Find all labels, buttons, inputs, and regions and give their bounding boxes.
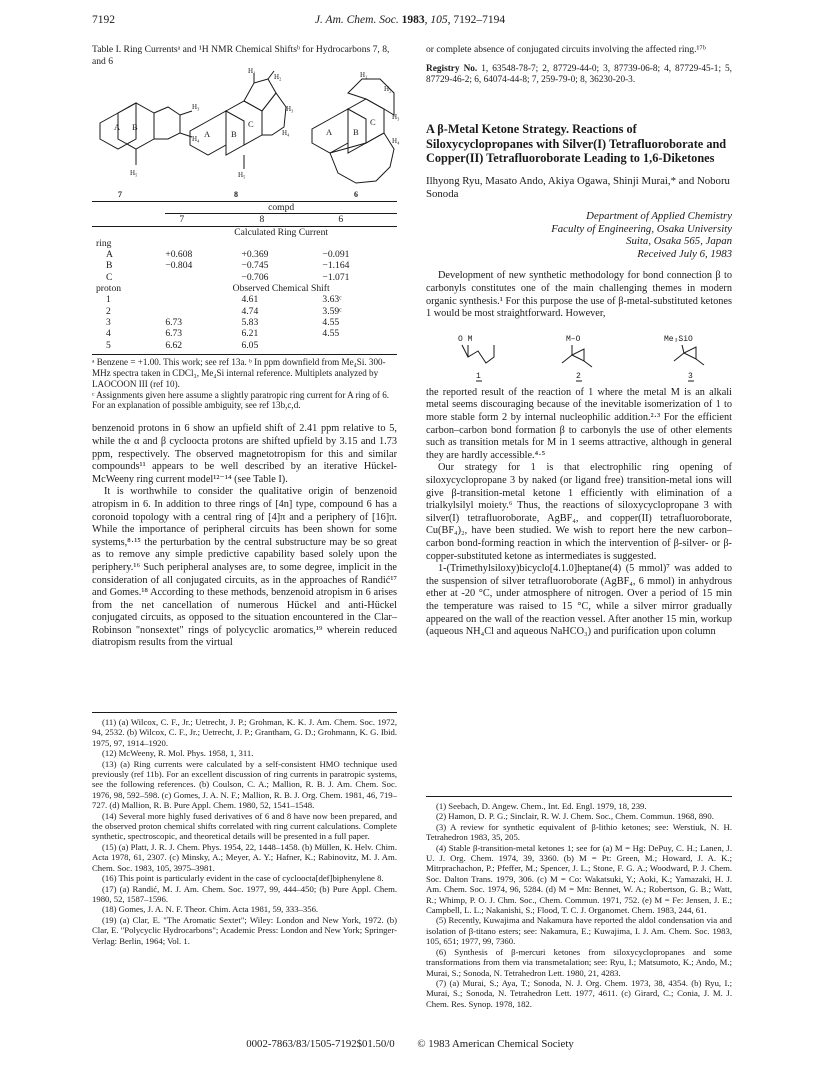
- paragraph: 1-(Trimethylsiloxy)bicyclo[4.1.0]heptane(4) (5 mmol)⁷ was added to the suspension of silver tetrafluoroborate (AgBF₄, 6 mmol) in anhydrous ether at -20 °C, under atmosphere of nitrogen. Over a period of 15 min the temperature was raised to 15 °C, while a silver mirror gradually appeared on the wall of the reaction vessel. After another 15 min, workup (aqueous NH₄Cl and aqueous NaHCO₃) and purification upon column: [426, 563, 732, 638]
- article-title: A β-Metal Ketone Strategy. Reactions of Siloxycyclopropanes with Silver(I) Tetrafluoroborate and Copper(II) Tetrafluoroborate Leading to 1,6-Diketones: [426, 122, 727, 165]
- reference: (6) Synthesis of β-mercuri ketones from siloxycyclopropanes and some transformations from them via transmetalation; see: Ryu, I.; Matsumoto, K.; Ando, M.; Murai, S.; Sonoda, N. Tetrahedron Lett. 1980, 21, 4283.: [426, 946, 732, 978]
- compd-header: compd: [268, 202, 295, 213]
- ring-label-c: C: [370, 117, 376, 127]
- page-number: 7192: [92, 14, 115, 26]
- section-label-ring: ring: [96, 237, 112, 249]
- structure-drawings: [92, 67, 400, 201]
- registry-numbers: [426, 64, 732, 87]
- scheme-label-2-top: M–O: [566, 334, 581, 344]
- svg-text:H₅: H₅: [130, 169, 138, 177]
- section-label-proton: proton: [96, 283, 122, 295]
- ring-label-a: A: [326, 127, 333, 137]
- paragraph: or complete absence of conjugated circuits involving the affected ring.¹⁷ᵇ: [426, 44, 706, 55]
- col-header-6: 6: [338, 214, 344, 226]
- running-header: [92, 14, 728, 30]
- paragraph: the reported result of the reaction of 1 where the metal M is an alkali metal seems discouraging because of the inevitable isomerization of 1 to more stable form 2 by internal nucleophilic addition.²·³ For the efficient carbon–carbon bond formation β to carbonyls the use of other elements such as transition metals for M in 1 seems attractive, although in general they are hardly accessible.⁴·⁵: [426, 386, 732, 461]
- left-references: [92, 712, 397, 946]
- right-body-text: [426, 270, 732, 638]
- scheme-structures-1-2-3: [426, 323, 732, 383]
- ring-label-c: C: [248, 119, 254, 129]
- table-row: 5 6.62 6.05: [106, 339, 259, 351]
- copyright-notice: © 1983 American Chemical Society: [417, 1038, 574, 1050]
- scheme-number-3: 3: [688, 371, 693, 381]
- hydrocarbon-structures: [92, 67, 400, 201]
- journal-citation: J. Am. Chem. Soc. 1983, 105, 7192–7194: [314, 14, 506, 26]
- col-header-8: 8: [259, 214, 265, 226]
- reference: (5) Recently, Kuwajima and Nakamura have reported the aldol condensation via and isolation of β-titano esters; see: Nakamura, E.; Kuwajima, I. J. Am. Chem. Soc. 1983, 105, 651; 1977, 99, 7360.: [426, 915, 732, 947]
- table-footnotes: [92, 354, 397, 412]
- svg-text:H₄: H₄: [392, 137, 400, 145]
- table-caption: Table I. Ring Currentsᵃ and ¹H NMR Chemical Shiftsᵇ for Hydrocarbons 7, 8, and 6: [92, 44, 390, 67]
- journal-pages: 7192–7194: [453, 14, 506, 26]
- table-footnote: ᵃ Benzene = +1.00. This work; see ref 13a. ᵇ In ppm downfield from Me₄Si. 300-MHz spectra taken in CDCl₃, Me₄Si internal reference. Multiplets analyzed by LAOCOON III (ref 10).: [92, 356, 386, 389]
- table-row: C −0.706 −1.071: [106, 271, 350, 283]
- svg-text:H₁: H₁: [248, 67, 256, 75]
- paragraph: Our strategy for 1 is that electrophilic ring opening of siloxycyclopropane 3 by naked (or ligand free) transition-metal ions will give β-transition-metal ketone 1 efficiently with elimination of a trialkylsilyl moiety.⁶ Thus, the reactions of siloxycyclopropane 3 with silver(I) tetrafluoroborate, AgBF₄, and copper(II) tetrafluoroborate, Cu(BF₄)₂, have been studied. We wish to report here the new carbon–carbon bond-forming reaction in which the intervention of β-silver- or β-copper-substituted ketone as intermediates is suggested.: [426, 462, 732, 562]
- table-footnote: ᶜ Assignments given here assume a slightly paratropic ring current for A ring of 6. For an explanation of possible ambiguity, see ref 13b,c,d.: [92, 389, 390, 411]
- registry-text: 1, 63548-78-7; 2, 87729-44-0; 3, 87739-06-8; 4, 87729-45-1; 5, 87729-46-2; 6, 64074-44-8; 7, 259-79-0; 8, 36230-20-3.: [426, 63, 732, 85]
- ring-current-table: [92, 201, 397, 351]
- reference: (16) This point is particularly evident in the case of cycloocta[def]biphenylene 8.: [102, 873, 384, 884]
- scheme-label-1-top: O M: [458, 334, 473, 344]
- paragraph: It is worthwhile to consider the qualitative origin of benzenoid atropism in 6. In addition to three rings of [4n] type, compound 6 has a coronoid topology with a central ring of [4]π and a periphery of [16]π. While the importance of peripheral circuits has been shown for some systems,⁸·¹⁵ the perturbation by the central substructure may be so great as to remove any simple predictive capability based solely upon the periphery.¹⁶ Such peripheral analyses are, to some degree, implicit in the consideration of all conjugated circuits, as in the approaches of Randić¹⁷ and Gomes.¹⁸ According to these methods, benzenoid atropism in 6 arises from the net cancellation of numerous Hückel and anti-Hückel conjugated circuits, as opposed to the situation encountered in the Clar–Robinson "nonsextet" rings of polycyclic aromatics,¹⁹ wherein reduced diatropism results from the virtual: [92, 486, 397, 649]
- table-row: 3 6.73 5.83 4.55: [106, 316, 340, 328]
- ring-label-b: B: [231, 129, 237, 139]
- svg-text:H₃: H₃: [286, 105, 294, 113]
- article-code: 0002-7863/83/1505-7192$01.50/0: [246, 1038, 395, 1050]
- journal-volume: 105: [430, 14, 448, 26]
- compound-label-8: 8: [234, 190, 238, 199]
- structure-8: [190, 71, 286, 169]
- reference: (3) A review for synthetic equivalent of β-lithio ketones; see: Werstiuk, N. H. Tetrahedron 1983, 35, 205.: [426, 821, 732, 843]
- ring-label-b: B: [132, 122, 138, 132]
- table-row: 2 4.74 3.59ᶜ: [106, 305, 342, 317]
- svg-text:H₅: H₅: [238, 171, 246, 179]
- article-authors: Ilhyong Ryu, Masato Ando, Akiya Ogawa, Shinji Murai,* and Noboru Sonoda: [426, 174, 730, 200]
- paragraph: Development of new synthetic methodology for bond connection β to carbonyls constitutes one of the main challenging themes in modern organic synthesis.¹ For this purpose the use of β-metal-substituted ketones 1 would be most straightforward. However,: [426, 270, 732, 320]
- affiliation: Department of Applied Chemistry Faculty of Engineering, Osaka University Suita, Osaka 565, Japan: [551, 210, 732, 248]
- table-row: 4 6.73 6.21 4.55: [106, 328, 340, 340]
- scheme-number-2: 2: [576, 371, 581, 381]
- left-body-text: [92, 423, 397, 650]
- svg-text:H₂: H₂: [274, 73, 282, 81]
- reference: (17) (a) Randić, M. J. Am. Chem. Soc. 1977, 99, 444–450; (b) Pure Appl. Chem. 1980, 52, 1587–1596.: [92, 883, 397, 904]
- reference: (15) (a) Platt, J. R. J. Chem. Phys. 1954, 22, 1448–1458. (b) Müllen, K. Helv. Chim. Acta 1978, 61, 2307. (c) Minsky, A.; Meyer, A. Y.; Hafner, K.; Rabinovitz, M. J. Am. Chem. Soc. 1983, 105, 3975–3981.: [92, 841, 397, 873]
- scheme-number-1: 1: [476, 371, 481, 381]
- svg-text:H₁: H₁: [360, 71, 368, 79]
- svg-text:H₃: H₃: [392, 113, 400, 121]
- table-row: B −0.804 −0.745 −1.164: [106, 260, 350, 272]
- registry-label: Registry No.: [426, 63, 478, 74]
- received-date: Received July 6, 1983: [637, 247, 732, 260]
- svg-text:H₃: H₃: [192, 103, 200, 111]
- right-references: [426, 796, 732, 1009]
- table-row: 1 4.61 3.63ᶜ: [106, 294, 342, 306]
- reference: (18) Gomes, J. A. N. F. Theor. Chim. Acta 1981, 59, 333–356.: [102, 904, 319, 915]
- structure-7: [100, 103, 192, 165]
- ring-label-a: A: [204, 129, 211, 139]
- svg-text:H₂: H₂: [384, 85, 392, 93]
- table-row: A +0.608 +0.369 −0.091: [106, 249, 350, 261]
- reference: (11) (a) Wilcox, C. F., Jr.; Uetrecht, J. P.; Grohman, K. K. J. Am. Chem. Soc. 1972, 94, 2532. (b) Wilcox, C. F., Jr.; Uetrecht, J. P.; Grantham, G. D.; Grohmann, K. G. Ibid. 1975, 97, 1914–1920.: [92, 717, 397, 748]
- reference: (7) (a) Murai, S.; Aya, T.; Sonoda, N. J. Org. Chem. 1973, 38, 4354. (b) Ryu, I.; Murai, S.; Sonoda, N. Tetrahedron Lett. 1977, 4611. (c) Girard, C.; Conia, J. M. J. Chem. Res. Synop. 1978, 182.: [426, 977, 732, 1009]
- journal-name: J. Am. Chem. Soc.: [314, 14, 399, 26]
- right-column: [426, 44, 732, 639]
- compound-label-6: 6: [354, 190, 358, 199]
- col-header-7: 7: [179, 214, 185, 226]
- reference: (2) Hamon, D. P. G.; Sinclair, R. W. J. Chem. Soc., Chem. Commun. 1968, 890.: [436, 811, 714, 822]
- ring-label-a: A: [114, 122, 121, 132]
- section-title-ring-current: Calculated Ring Current: [234, 226, 329, 238]
- paragraph: benzenoid protons in 6 show an upfield shift of 2.41 ppm relative to 5, while the α and β cycloocta protons are shifted upfield by 3.15 and 1.73 ppm, respectively. The observed magnetotropism for this and similar compounds¹¹ appears to be well described by an iterative Hückel-McWeeny ring current model¹²⁻¹⁴ (see Table I).: [92, 423, 397, 485]
- reference: (4) Stable β-transition-metal ketones 1; see for (a) M = Hg: DePuy, C. H.; Lanen, J. U. J. Org. Chem. 1974, 39, 3360. (b) M = Pt: Green, M.; Howard, J. A. K.; Mitrprachachon, P.; Pfeffer, M.; Spencer, J. L.; Stone, F. G. A.; Woodward, P. J. Chem. Soc. Dalton Trans. 1979, 306. (c) M = Co: Wakatsuki, Y.; Aoki, K.; Yamazaki, H. J. Am. Chem. Soc. 1974, 96, 5284. (d) M = Mn: Bennet, W. A.; Robertson, G. B.; Watt, R.; Whimp, P. O. J. Chm. Soc., Chem. Commun. 1971, 752. (e) M = Fe: Jensen, J. E.; Campbell, L. L.; Nakanishi, S.; Flood, T. C. J. Organomet. Chem. 1983, 244, 61.: [426, 842, 732, 916]
- page-footer: [0, 1038, 820, 1050]
- journal-year: 1983: [401, 14, 425, 26]
- reference: (12) McWeeny, R. Mol. Phys. 1958, 1, 311.: [102, 748, 254, 759]
- scheme-label-3-top: Me₃SiO: [664, 334, 693, 344]
- left-column: [92, 44, 400, 650]
- reference: (19) (a) Clar, E. "The Aromatic Sextet"; Wiley: London and New York, 1972. (b) Clar, E. "Polycyclic Hydrocarbons"; Academic Press: London and New York; Springer-Verlag: Berlin, 1964; Vol. 1.: [92, 914, 397, 946]
- reference: (1) Seebach, D. Angew. Chem., Int. Ed. Engl. 1979, 18, 239.: [436, 801, 647, 811]
- svg-text:H₄: H₄: [282, 129, 290, 137]
- section-title-chemical-shift: Observed Chemical Shift: [232, 283, 330, 295]
- svg-text:H₄: H₄: [192, 135, 200, 143]
- reference: (14) Several more highly fused derivatives of 6 and 8 have now been prepared, and the observed proton chemical shifts correlated with ring current calculations. Complete synthetic, spectroscopic, and theoretical details will be presented in a full paper.: [92, 810, 397, 842]
- compound-label-7: 7: [118, 190, 122, 199]
- ring-label-b: B: [353, 127, 359, 137]
- reference: (13) (a) Ring currents were calculated by a self-consistent HMO technique used previously (ref 11b). For an excellent discussion of ring currents in paratropic systems, see the following references. (b) Coulson, C. A.; Mallion, R. B. J. Am. Chem. Soc. 1976, 98, 592–598. (c) Gomes, J. A. N. F.; Mallion, R. B. J. Org. Chem. 1981, 46, 719–727. (d) Mallion, R. B. Pure Appl. Chem. 1980, 52, 1541–1548.: [92, 758, 397, 811]
